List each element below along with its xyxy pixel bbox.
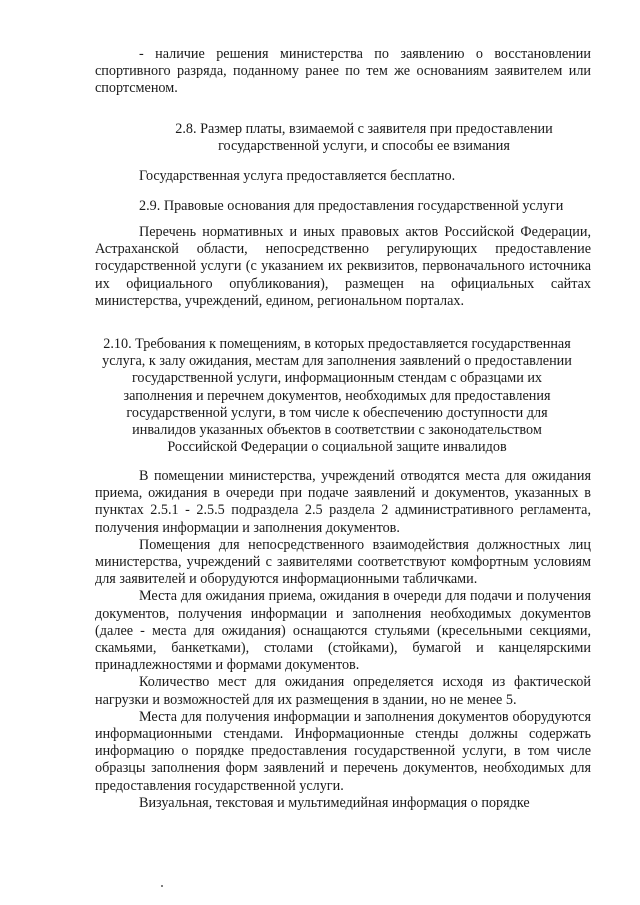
section-2-9-heading [139,198,591,215]
intro-paragraph [95,46,591,98]
section-2-10-paragraph: Места для ожидания приема, ожидания в очереди для подачи и получения документов, получения информации и заполнения необходимых документов (далее - места для ожидания) оснащаются стульями (кресельными секциями, скамьями, банкетками), столами (стойками), бумагой и канцелярскими принадлежностями и формами документов. [95,588,591,674]
section-2-10-body [95,468,591,812]
intro-text: - наличие решения министерства по заявлению о восстановлении спортивного разряда, поданному ранее по тем же основаниям заявителем или спортсменом. [95,46,591,97]
section-2-8-heading [168,121,560,155]
section-2-10-heading-text: 2.10. Требования к помещениям, в которых предоставляется государственная услуга, к залу ожидания, местам для заполнения заявлений о предоставлении государственной услуги, информационным стендам с образцами их заполнения и перечнем документов, необходимых для предоставления государственной услуги, в том числе к обеспечению доступности для инвалидов указанных объектов в соответствии с законодательством Российской Федерации о социальной защите инвалидов [102,336,572,456]
section-2-10-paragraph: Помещения для непосредственного взаимодействия должностных лиц министерства, учреждений с заявителями соответствуют комфортным условиям для заявителей и оборудуются информационными табличками. [95,536,591,588]
section-2-9-text: Перечень нормативных и иных правовых актов Российской Федерации, Астраханской области, непосредственно регулирующих предоставление государственной услуги (с указанием их реквизитов, первоначального источника их официального опубликования), размещен на официальных сайтах министерства, учреждений, едином, региональном порталах. [95,224,591,309]
section-2-9-heading-text: 2.9. Правовые основания для предоставления государственной услуги [139,198,564,214]
section-2-9-paragraph [95,224,591,310]
section-2-8-heading-text: 2.8. Размер платы, взимаемой с заявителя при предоставлении государственной услуги, и способы ее взимания [175,121,553,155]
section-2-10-paragraph: Места для получения информации и заполнения документов оборудуются информационными стендами. Информационные стенды должны содержать информацию о порядке предоставления государственной услуги, в том числе образцы заполнения форм заявлений и перечень документов, необходимых для предоставления государственной услуги. [95,708,591,794]
section-2-10-paragraph: В помещении министерства, учреждений отводятся места для ожидания приема, ожидания в очереди при подаче заявлений и документов, указанных в пунктах 2.5.1 - 2.5.5 подраздела 2.5 раздела 2 административного регламента, получения информации и заполнения документов. [95,468,591,536]
section-2-10-paragraph: Визуальная, текстовая и мультимедийная информация о порядке [139,794,530,811]
section-2-8-text: Государственная услуга предоставляется бесплатно. [139,168,456,184]
scan-speck [161,885,163,887]
section-2-10-heading [102,336,572,456]
section-2-8-paragraph [139,168,591,185]
section-2-10-paragraph: Количество мест для ожидания определяется исходя из фактической нагрузки и возможностей для их размещения в здании, но не менее 5. [95,674,591,708]
